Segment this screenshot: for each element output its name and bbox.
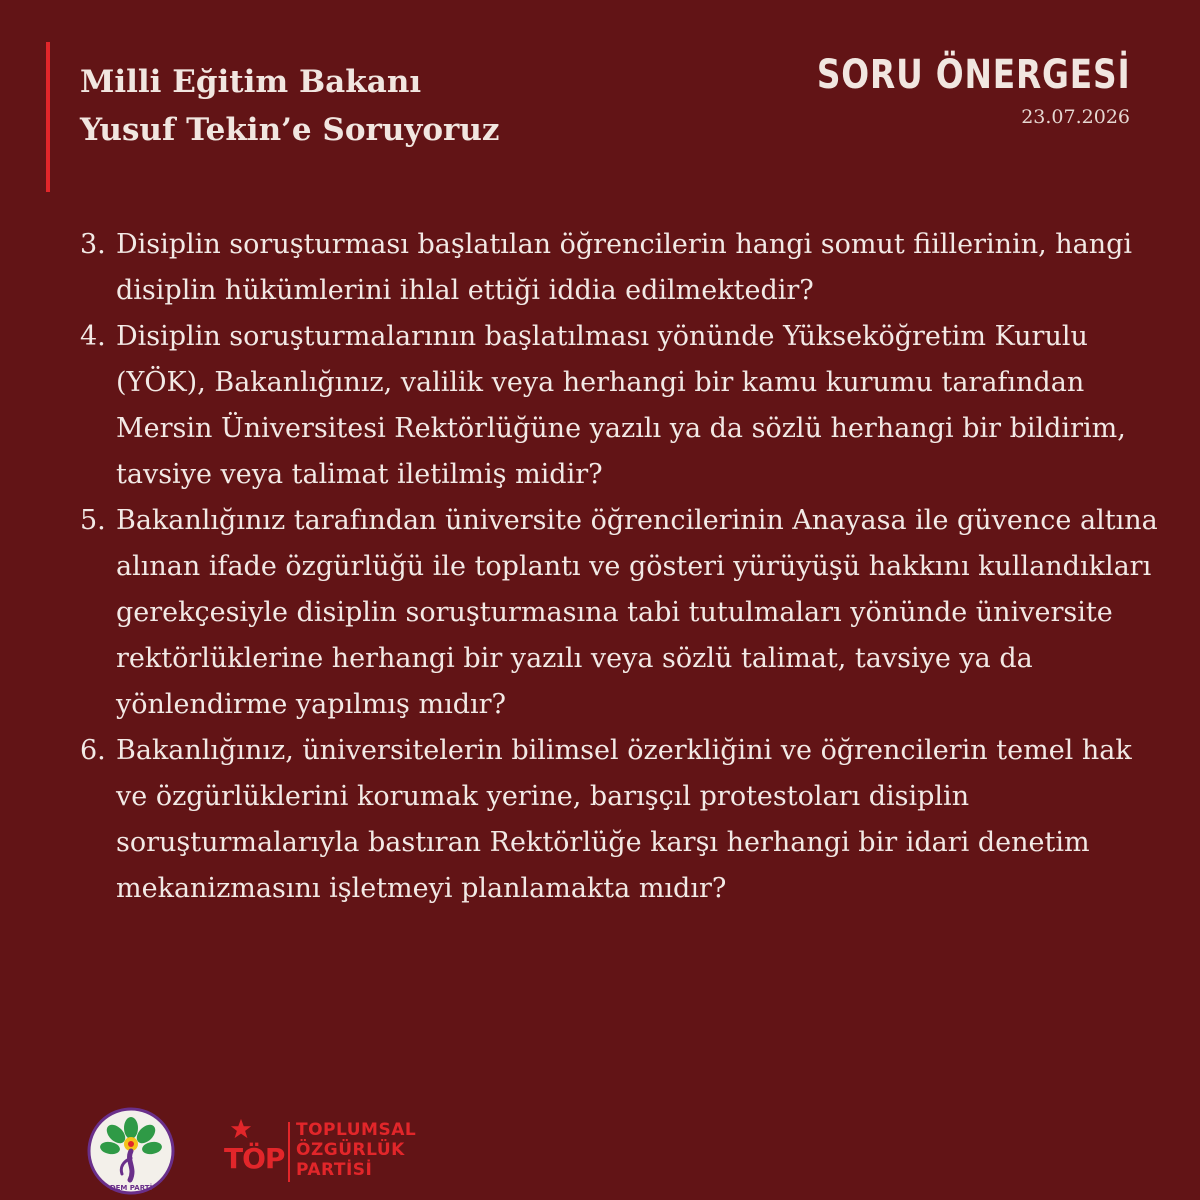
question-text: Bakanlığınız, üniversitelerin bilimsel özerkliğini ve öğrencilerin temel hak ve özgürlüklerini korumak yerine, barışçıl protestoları disiplin soruşturmalarıyla bastıran Rektörlüğe karşı herhangi bir idari denetim mekanizmasını işletmeyi planlamakta mıdır?	[116, 735, 1132, 904]
question-number: 3.	[80, 229, 106, 260]
page-title	[80, 58, 500, 154]
top-party-logo	[224, 1118, 434, 1188]
accent-bar	[46, 42, 50, 192]
top-name-line-3: PARTİSİ	[296, 1160, 373, 1180]
top-divider	[288, 1122, 290, 1182]
document-date: 23.07.2026	[1021, 106, 1130, 128]
title-line-1: Milli Eğitim Bakanı	[80, 64, 422, 100]
question-item	[80, 314, 1160, 498]
title-line-2: Yusuf Tekin’e Soruyoruz	[80, 112, 500, 148]
star-icon	[230, 1118, 252, 1140]
question-number: 6.	[80, 735, 106, 766]
question-number: 4.	[80, 321, 106, 352]
top-name-line-1: TOPLUMSAL	[296, 1120, 417, 1140]
dem-parti-logo-icon	[86, 1106, 176, 1196]
document-type-label: SORU ÖNERGESİ	[816, 52, 1130, 98]
question-text: Bakanlığınız tarafından üniversite öğrencilerinin Anayasa ile güvence altına alınan ifade özgürlüğü ile toplantı ve gösteri yürüyüşü hakkını kullandıkları gerekçesiyle disiplin soruşturmasına tabi tutulmaları yönünde üniversite rektörlüklerine herhangi bir yazılı veya sözlü talimat, tavsiye ya da yönlendirme yapılmış mıdır?	[116, 505, 1158, 720]
svg-text:DEM PARTİ: DEM PARTİ	[109, 1184, 153, 1192]
question-item	[80, 728, 1160, 912]
top-party-name	[296, 1120, 416, 1180]
question-item	[80, 222, 1160, 314]
top-name-line-2: ÖZGÜRLÜK	[296, 1140, 405, 1160]
question-list	[80, 222, 1160, 912]
question-number: 5.	[80, 505, 106, 536]
question-item	[80, 498, 1160, 728]
question-text: Disiplin soruşturmalarının başlatılması yönünde Yükseköğretim Kurulu (YÖK), Bakanlığınız, valilik veya herhangi bir kamu kurumu tarafından Mersin Üniversitesi Rektörlüğüne yazılı ya da sözlü herhangi bir bildirim, tavsiye veya talimat iletilmiş midir?	[116, 321, 1126, 490]
footer	[0, 1100, 1200, 1200]
question-text: Disiplin soruşturması başlatılan öğrencilerin hangi somut fiillerinin, hangi disiplin hükümlerini ihlal ettiği iddia edilmektedir?	[116, 229, 1133, 306]
top-abbreviation: TÖP	[224, 1142, 285, 1175]
